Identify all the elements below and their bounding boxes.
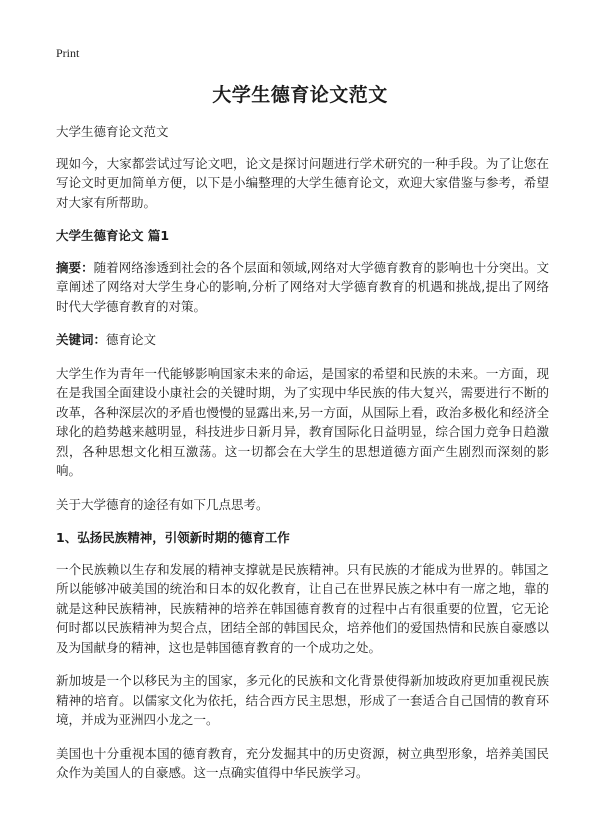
body-paragraph-3: 一个民族赖以生存和发展的精神支撑就是民族精神。只有民族的才能成为世界的。韩国之所以能够冲破美国的统治和日本的奴化教育，让自己在世界民族之林中有一席之地，靠的就是这种民族精神，民族精神的培养在韩国德育教育的过程中占有很重要的位置，它无论何时都以民族精神为契合点，团结全部的韩国民众，培养他们的爱国热情和民族自豪感以及为国献身的精神，这也是韩国德育教育的一个成功之处。 xyxy=(56,561,549,655)
abstract-text: 随着网络渗透到社会的各个层面和领域,网络对大学德育教育的影响也十分突出。文章阐述了网络对大学生身心的影响,分析了网络对大学德育教育的机遇和挑战,提出了网络时代大学德育教育的对策。 xyxy=(56,259,549,314)
subsection-heading: 1、弘扬民族精神，引领新时期的德育工作 xyxy=(56,530,290,545)
body-paragraph-2: 关于大学德育的途径有如下几点思考。 xyxy=(56,496,269,512)
print-link[interactable]: Print xyxy=(56,46,80,60)
abstract-label: 摘要： xyxy=(56,259,94,275)
body-paragraph-5: 美国也十分重视本国的德育教育，充分发掘其中的历史资源，树立典型形象，培养美国民众作为美国人的自豪感。这一点确实值得中华民族学习。 xyxy=(56,745,549,780)
keywords-paragraph xyxy=(56,330,549,350)
keywords-text: 德育论文 xyxy=(106,332,157,347)
keywords-label: 关键词： xyxy=(56,332,107,347)
body-paragraph-4: 新加坡是一个以移民为主的国家，多元化的民族和文化背景使得新加坡政府更加重视民族精神的培育。以儒家文化为依托，结合西方民主思想，形成了一套适合自己国情的教育环境，并成为亚洲四小龙之一。 xyxy=(56,673,549,727)
body-paragraph-1: 大学生作为青年一代能够影响国家未来的命运，是国家的希望和民族的未来。一方面，现在是我国全面建设小康社会的关键时期，为了实现中华民族的伟大复兴，需要进行不断的改革，各种深层次的矛盾也慢慢的显露出来,另一方面，从国际上看，政治多极化和经济全球化的趋势越来越明显，科技进步日新月异，教育国际化日益明显，综合国力竞争日趋激烈，各种思想文化相互激荡。这一切都会在大学生的思想道德方面产生剧烈而深刻的影响。 xyxy=(56,365,549,478)
article-subtitle: 大学生德育论文范文 xyxy=(56,124,169,139)
section-heading: 大学生德育论文 篇1 xyxy=(56,228,170,243)
page-title: 大学生德育论文范文 xyxy=(212,84,388,106)
abstract-paragraph xyxy=(56,258,549,317)
intro-paragraph: 现如今，大家都尝试过写论文吧，论文是探讨问题进行学术研究的一种手段。为了让您在写论文时更加简单方便，以下是小编整理的大学生德育论文，欢迎大家借鉴与参考，希望对大家有所帮助。 xyxy=(56,155,549,210)
article-body xyxy=(56,122,549,797)
